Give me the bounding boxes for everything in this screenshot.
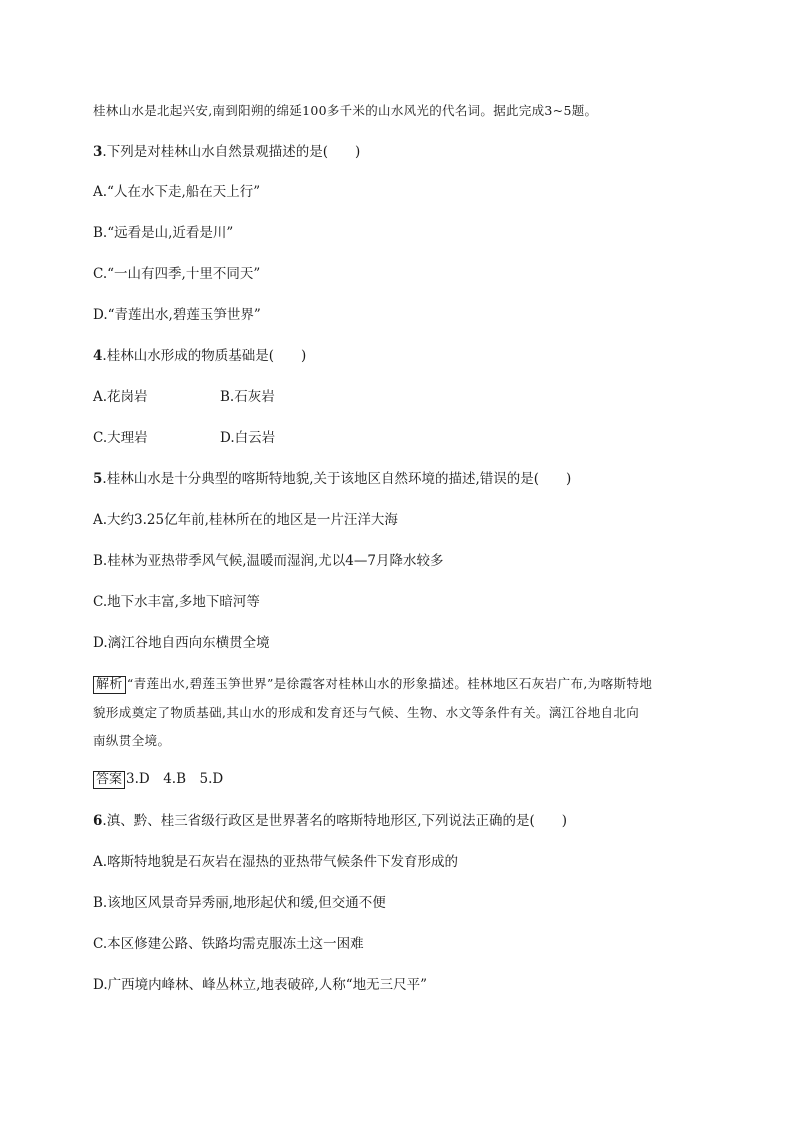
question-6: [93, 812, 567, 830]
question-number: 5: [93, 471, 103, 487]
option-3c: C.“一山有四季,十里不同天”: [93, 266, 261, 282]
question-number: 6: [93, 813, 103, 829]
option-3b: B.“远看是山,近看是川”: [93, 225, 234, 241]
option-3a: A.“人在水下走,船在天上行”: [93, 184, 261, 200]
option-6d: D.广西境内峰林、峰丛林立,地表破碎,人称“地无三尺平”: [93, 977, 428, 993]
option-6a: A.喀斯特地貌是石灰岩在湿热的亚热带气候条件下发育形成的: [93, 854, 459, 870]
question-stem: .桂林山水是十分典型的喀斯特地貌,关于该地区自然环境的描述,错误的是( ): [102, 471, 572, 487]
explanation-line-2: 貌形成奠定了物质基础,其山水的形成和发育还与气候、生物、水文等条件有关。漓江谷地自北向: [93, 705, 640, 720]
options-row-4cd: [93, 429, 393, 447]
question-3: [93, 143, 360, 161]
option-6c: C.本区修建公路、铁路均需克服冻土这一困难: [93, 936, 364, 952]
option-4c: C.大理岩: [93, 430, 148, 446]
answer-line: [93, 770, 223, 789]
explanation-tag: 解析: [93, 676, 126, 694]
option-5d: D.漓江谷地自西向东横贯全境: [93, 635, 270, 651]
question-stem: .桂林山水形成的物质基础是( ): [102, 348, 307, 364]
explanation-line-3: 南纵贯全境。: [93, 733, 171, 748]
option-6b: B.该地区风景奇异秀丽,地形起伏和缓,但交通不便: [93, 895, 386, 911]
option-5b: B.桂林为亚热带季风气候,温暖而湿润,尤以4—7月降水较多: [93, 553, 444, 569]
question-stem: .下列是对桂林山水自然景观描述的是( ): [102, 144, 361, 160]
option-4a: A.花岗岩: [93, 389, 148, 405]
intro-text: 桂林山水是北起兴安,南到阳朔的绵延100多千米的山水风光的代名词。据此完成3~5题。: [93, 103, 598, 118]
answer-text: 3.D 4.B 5.D: [126, 771, 224, 787]
answer-tag: 答案: [93, 771, 125, 789]
question-5: [93, 470, 571, 488]
explanation-line-1: [93, 675, 652, 694]
question-4: [93, 347, 306, 365]
option-3d: D.“青莲出水,碧莲玉笋世界”: [93, 307, 261, 323]
option-5a: A.大约3.25亿年前,桂林所在的地区是一片汪洋大海: [93, 512, 398, 528]
question-number: 4: [93, 348, 103, 364]
option-5c: C.地下水丰富,多地下暗河等: [93, 594, 260, 610]
question-number: 3: [93, 144, 103, 160]
explanation-text: “青莲出水,碧莲玉笋世界”是徐霞客对桂林山水的形象描述。桂林地区石灰岩广布,为喀斯特地: [126, 676, 653, 691]
option-4b: B.石灰岩: [220, 389, 275, 405]
question-stem: .滇、黔、桂三省级行政区是世界著名的喀斯特地形区,下列说法正确的是( ): [102, 813, 568, 829]
option-4d: D.白云岩: [220, 430, 276, 446]
options-row-4ab: [93, 388, 393, 406]
